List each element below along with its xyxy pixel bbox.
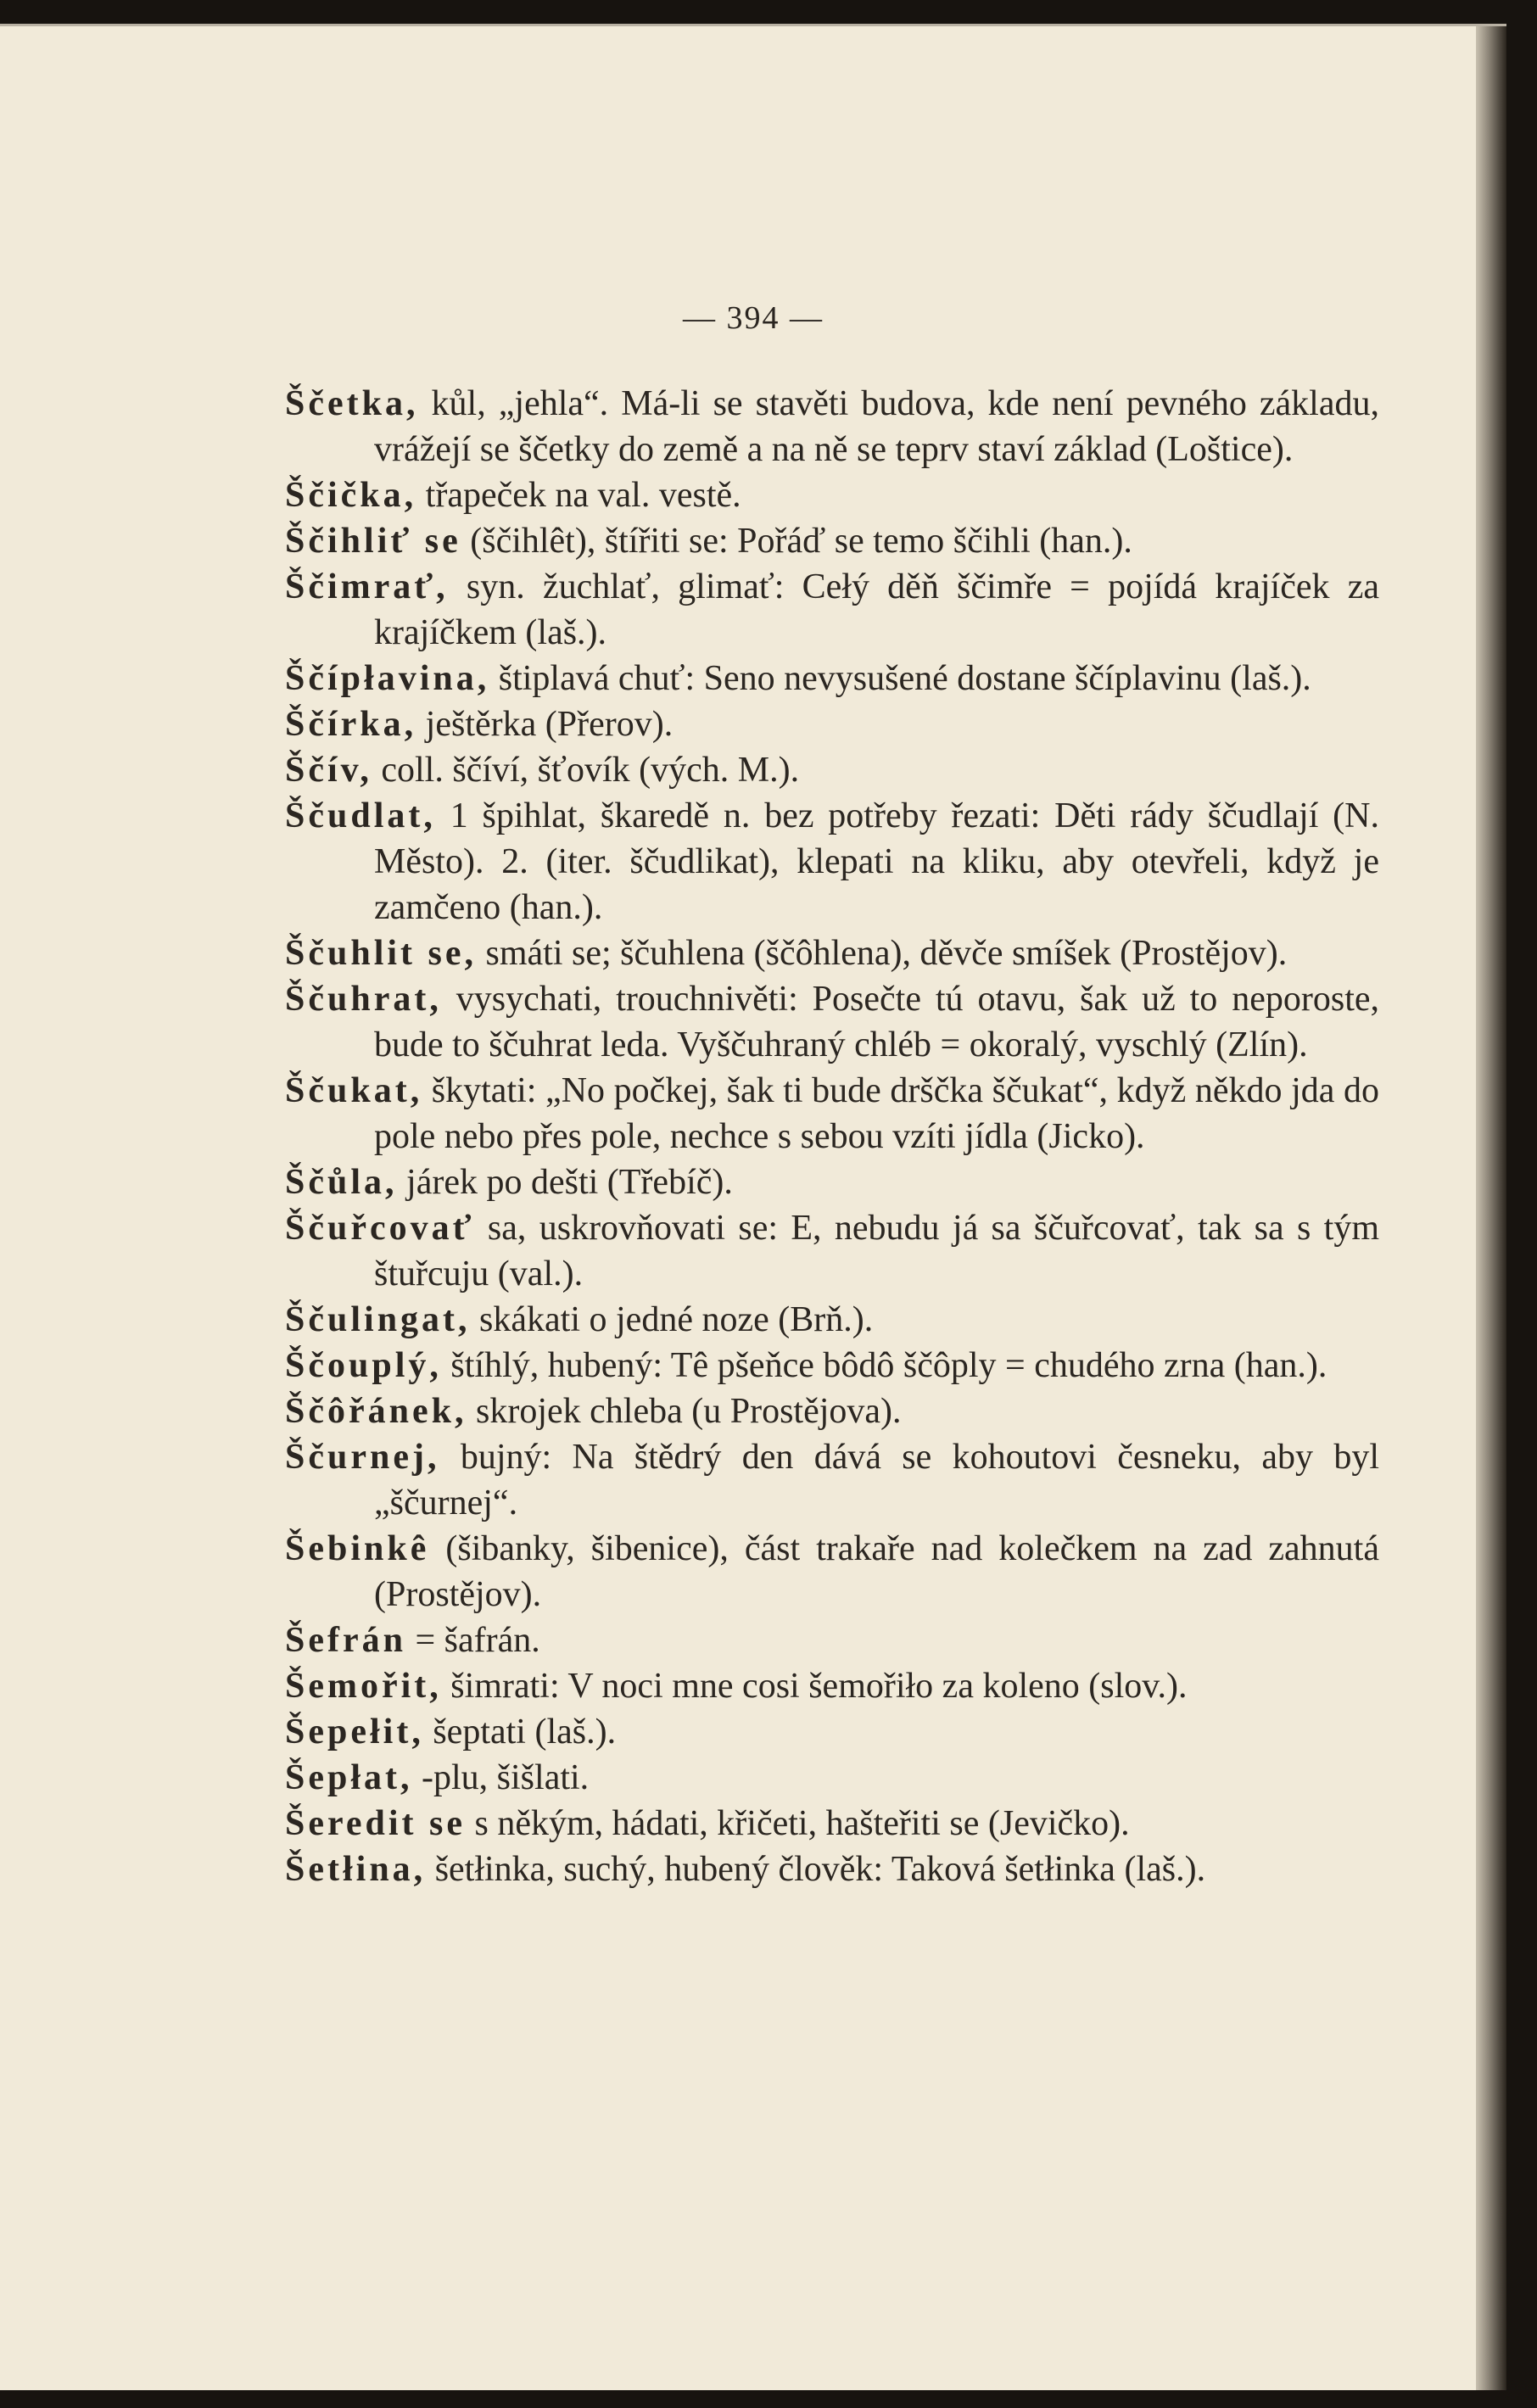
- entry-text: štíhlý, hubený: Tê pšeňce bôdô ščôply = chudého zrna (han.).: [441, 1346, 1327, 1385]
- page-number: — 394 —: [683, 300, 824, 336]
- entry-text: ještěrka (Přerov).: [416, 705, 673, 744]
- entry-headword: Ščouplý,: [285, 1346, 442, 1385]
- dictionary-entry: [285, 793, 1379, 930]
- book-spine: [1476, 26, 1506, 2390]
- entry-headword: Ščihliť se: [285, 522, 461, 561]
- dictionary-entry: [285, 1068, 1379, 1159]
- dictionary-entry: [285, 564, 1379, 656]
- dictionary-entry: [285, 930, 1379, 976]
- entry-headword: Šepełit,: [285, 1712, 424, 1752]
- entry-headword: Ščimrať,: [285, 567, 449, 606]
- entry-text: kůl, „jehla“. Má-li se stavěti budova, kde není pevného základu, vrážejí se ščetky do země a na ně se teprv staví základ (Loštice).: [374, 384, 1379, 469]
- dictionary-entry: [285, 1617, 1379, 1663]
- dictionary-entry: [285, 701, 1379, 747]
- dictionary-entry: [285, 656, 1379, 701]
- entry-text: škytati: „No počkej, šak ti bude drščka ščukat“, když někdo jda do pole nebo přes pole, nechce s sebou vzíti jídla (Jicko).: [374, 1071, 1379, 1156]
- dictionary-entry: [285, 1663, 1379, 1709]
- entry-text: skákati o jedné noze (Brň.).: [470, 1300, 874, 1339]
- dictionary-entry: [285, 1205, 1379, 1297]
- dictionary-entry: [285, 381, 1379, 472]
- entry-headword: Šebinkê: [285, 1529, 430, 1568]
- dictionary-entry: [285, 1388, 1379, 1434]
- entry-headword: Ščuřcovať: [285, 1209, 475, 1248]
- entry-headword: Ščukat,: [285, 1071, 423, 1110]
- dictionary-entry: [285, 1755, 1379, 1801]
- dictionary-entries: [285, 381, 1379, 1892]
- entry-headword: Ščulingat,: [285, 1300, 471, 1339]
- entry-headword: Ščička,: [285, 476, 417, 515]
- entry-text: vysychati, trouchnivěti: Posečte tú otavu, šak už to neporoste, bude to ščuhrat leda. Vyščuhraný chléb = okoralý, vyschlý (Zlín).: [374, 980, 1379, 1064]
- entry-text: bujný: Na štědrý den dává se kohoutovi česneku, aby byl „ščurnej“.: [374, 1438, 1379, 1522]
- entry-headword: Šemořit,: [285, 1667, 442, 1706]
- entry-headword: Ščôřánek,: [285, 1392, 467, 1431]
- entry-headword: Ščírka,: [285, 705, 417, 744]
- dictionary-entry: [285, 976, 1379, 1068]
- entry-text: smáti se; ščuhlena (ščôhlena), děvče smíšek (Prostějov).: [477, 934, 1288, 973]
- entry-text: (ščihlêt), štířiti se: Pořáď se temo ščihli (han.).: [461, 522, 1132, 561]
- entry-text: šeptati (laš.).: [423, 1712, 617, 1752]
- entry-headword: Ščetka,: [285, 384, 419, 423]
- entry-text: coll. ščíví, šťovík (vých. M.).: [372, 751, 800, 790]
- dictionary-entry: [285, 472, 1379, 518]
- dictionary-entry: [285, 1297, 1379, 1343]
- entry-headword: Šetłina,: [285, 1850, 427, 1889]
- dictionary-entry: [285, 1847, 1379, 1892]
- entry-headword: Šeredit se: [285, 1804, 467, 1843]
- dictionary-entry: [285, 1434, 1379, 1526]
- entry-text: skrojek chleba (u Prostějova).: [467, 1392, 902, 1431]
- entry-text: (šibanky, šibenice), část trakaře nad kolečkem na zad zahnutá (Prostějov).: [374, 1529, 1379, 1614]
- entry-text: šimrati: V noci mne cosi šemořiło za koleno (slov.).: [441, 1667, 1188, 1706]
- entry-text: syn. žuchlať, glimať: Cełý děň ščimře = pojídá krajíček za krajíčkem (laš.).: [374, 567, 1379, 652]
- dictionary-entry: [285, 1343, 1379, 1388]
- dictionary-entry: [285, 1526, 1379, 1617]
- entry-headword: Šepłat,: [285, 1758, 413, 1797]
- entry-headword: Ščurnej,: [285, 1438, 440, 1477]
- entry-text: štiplavá chuť: Seno nevysušené dostane ščíplavinu (laš.).: [489, 659, 1311, 698]
- dictionary-entry: [285, 1709, 1379, 1755]
- dictionary-entry: [285, 518, 1379, 564]
- entry-text: šetłinka, suchý, hubený člověk: Taková šetłinka (laš.).: [426, 1850, 1206, 1889]
- entry-headword: Šefrán: [285, 1621, 406, 1660]
- entry-headword: Ščípłavina,: [285, 659, 490, 698]
- entry-headword: Ščůla,: [285, 1163, 398, 1202]
- entry-headword: Ščudlat,: [285, 796, 436, 835]
- entry-text: = šafrán.: [406, 1621, 540, 1660]
- dictionary-entry: [285, 1159, 1379, 1205]
- entry-text: sa, uskrovňovati se: E, nebudu já sa ščuřcovať, tak sa s tým štuřcuju (val.).: [374, 1209, 1379, 1293]
- dictionary-entry: [285, 1801, 1379, 1847]
- dictionary-entry: [285, 747, 1379, 793]
- entry-text: -plu, šišlati.: [412, 1758, 590, 1797]
- entry-text: s někým, hádati, křičeti, hašteřiti se (Jevičko).: [466, 1804, 1130, 1843]
- entry-headword: Ščuhlit se,: [285, 934, 478, 973]
- entry-headword: Ščuhrat,: [285, 980, 442, 1019]
- entry-headword: Ščív,: [285, 751, 372, 790]
- book-page: [0, 24, 1506, 2390]
- entry-text: járek po dešti (Třebíč).: [397, 1163, 733, 1202]
- entry-text: 1 špihlat, škaredě n. bez potřeby řezati: Děti rády ščudlají (N. Město). 2. (iter. ščudlikat), klepati na kliku, aby otevřeli, když je zamčeno (han.).: [374, 796, 1379, 927]
- entry-text: třapeček na val. vestě.: [416, 476, 741, 515]
